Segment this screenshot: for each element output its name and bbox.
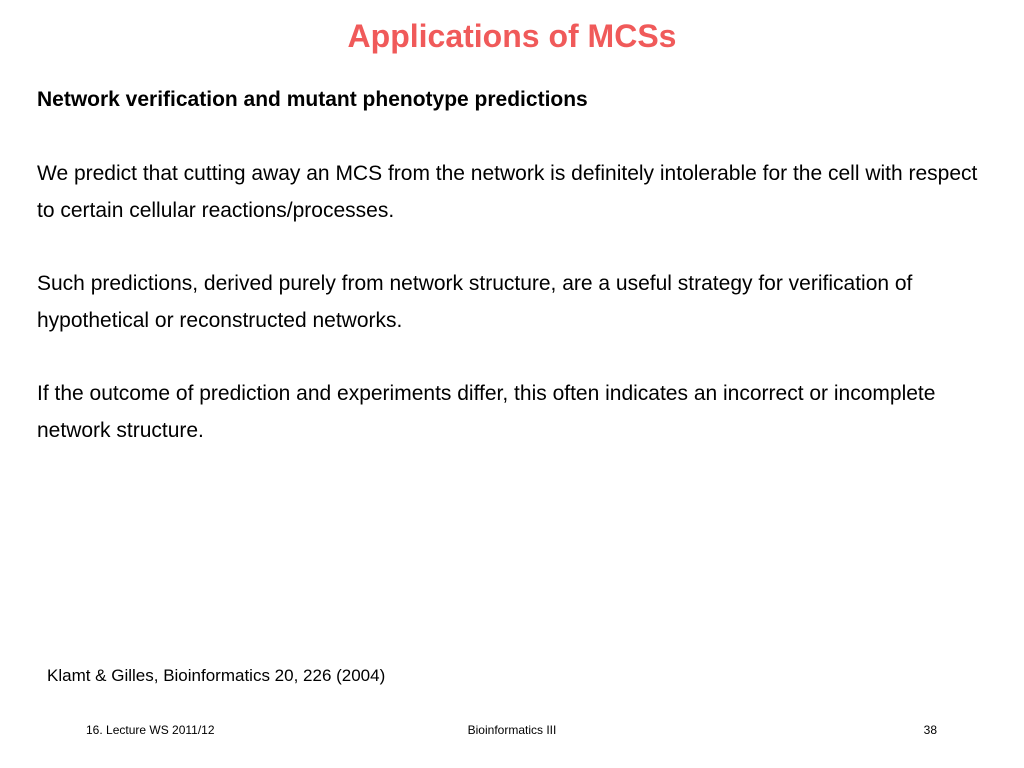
- footer-lecture: 16. Lecture WS 2011/12: [86, 723, 215, 737]
- page-number: 38: [923, 723, 937, 737]
- section-subtitle: Network verification and mutant phenotype predictions: [37, 88, 588, 111]
- slide-title: Applications of MCSs: [347, 18, 677, 54]
- slide-content: [37, 84, 987, 485]
- citation: Klamt & Gilles, Bioinformatics 20, 226 (2004): [47, 666, 386, 685]
- paragraph-prediction: We predict that cutting away an MCS from the network is definitely intolerable for the cell with respect to certain cellular reactions/processes.: [37, 162, 978, 222]
- paragraph-outcome: If the outcome of prediction and experiments differ, this often indicates an incorrect or incomplete network structure.: [37, 382, 936, 442]
- footer-course: Bioinformatics III: [467, 723, 557, 737]
- paragraph-strategy: Such predictions, derived purely from network structure, are a useful strategy for verification of hypothetical or reconstructed networks.: [37, 272, 913, 332]
